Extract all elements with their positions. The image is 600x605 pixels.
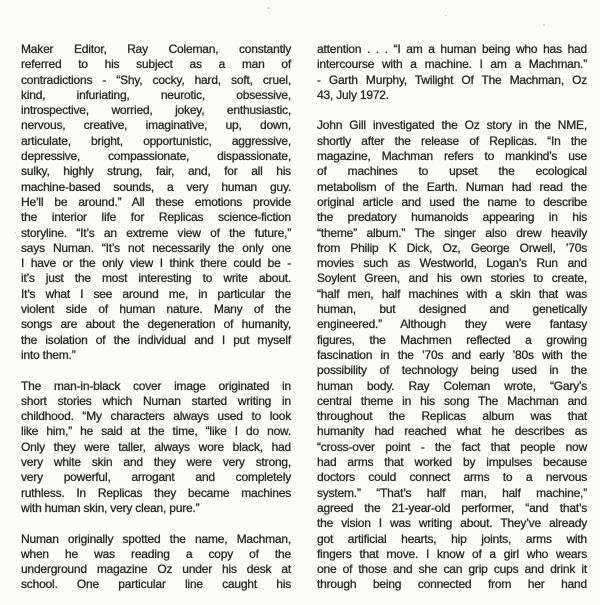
text-line: underground magazine Oz under his desk at: [21, 562, 291, 577]
text-line: original article and used the name to describe: [317, 194, 587, 209]
text-line: I have or the only view I think there could be -: [21, 256, 291, 271]
text-line: fascination in the ’70s and early ’80s with the: [317, 347, 587, 362]
paragraph: [317, 118, 587, 592]
text-line: human body. Ray Coleman wrote, “Gary’s: [317, 378, 587, 393]
text-line: 43, July 1972.: [317, 87, 389, 102]
text-line: system.” “That’s half man, half machine,”: [317, 485, 587, 500]
text-line: one of those and she can grip cups and drink it: [317, 562, 587, 577]
text-line: metabolism of the Earth. Numan had read the: [317, 179, 587, 194]
text-line: kind, infuriating, neurotic, obsessive,: [21, 87, 291, 102]
text-line: machine-based sounds, a very human guy.: [21, 179, 291, 194]
paragraph: [21, 532, 291, 593]
text-line: The man-in-black cover image originated in: [21, 378, 291, 393]
text-line: Soylent Green, and his own stories to create,: [317, 271, 587, 286]
text-line: introspective, worried, jokey, enthusiastic,: [21, 103, 291, 118]
text-line: the interior life for Replicas science-fiction: [21, 210, 291, 225]
paragraph: [21, 379, 291, 517]
text-line: nervous, creative, imaginative, up, down,: [21, 118, 291, 133]
text-line: got artificial hearts, hip joints, arms with: [317, 531, 587, 546]
text-line: shortly after the release of Replicas. “In the: [317, 133, 587, 148]
text-line: through being connected from her hand: [317, 577, 587, 592]
text-line: from Philip K Dick, Oz, George Orwell, ’70s: [317, 240, 587, 255]
text-line: magazine, Machman refers to mankind’s use: [317, 149, 587, 164]
text-line: central theme in his song The Machman and: [317, 393, 587, 408]
text-line: with human skin, very clean, pure.”: [21, 500, 200, 515]
text-line: “theme” album.” The singer also drew heavily: [317, 225, 587, 240]
text-line: It’s what I see around me, in particular the: [21, 286, 291, 301]
text-line: intercourse with a machine. I am a Machman.”: [317, 57, 587, 72]
text-line: agreed the 21-year-old performer, “and that’s: [317, 500, 587, 515]
text-line: Maker Editor, Ray Coleman, constantly: [21, 42, 291, 56]
text-line: depressive, compassionate, dispassionate,: [21, 149, 291, 164]
scan-speck: [543, 24, 545, 26]
text-line: violent side of human nature. Many of the: [21, 302, 291, 317]
text-line: “half men, half machines with a skin that was: [317, 286, 587, 301]
text-line: throughout the Replicas album was that: [317, 409, 587, 424]
text-line: the isolation of the individual and I put myself: [21, 332, 291, 347]
text-column-right: [317, 42, 587, 593]
text-line: humanity had reached what he describes as: [317, 424, 587, 439]
text-line: childhood. “My characters always used to look: [21, 409, 291, 424]
text-line: possibility of technology being used in the: [317, 363, 587, 378]
text-line: short stories which Numan started writing in: [21, 393, 291, 408]
text-line: had arms that worked by impulses because: [317, 455, 587, 470]
paragraph: [317, 42, 587, 103]
text-line: - Garth Murphy, Twilight Of The Machman, Oz: [317, 72, 587, 87]
text-line: like him,” he said at the time, “like I do now.: [21, 424, 291, 439]
text-line: Only they were taller, always wore black, had: [21, 439, 291, 454]
scan-speck: [445, 15, 447, 16]
text-line: He’ll be around.” All these emotions provide: [21, 194, 291, 209]
text-line: school. One particular line caught his: [21, 577, 291, 592]
scan-speck: [14, 232, 16, 234]
text-line: fingers that move. I know of a girl who wears: [317, 546, 587, 561]
text-line: says Numan. “It’s not necessarily the only one: [21, 240, 291, 255]
text-line: human, but designed and genetically: [317, 302, 587, 317]
scan-speck: [267, 7, 270, 9]
text-line: of machines to upset the ecological: [317, 164, 587, 179]
text-line: referred to his subject as a man of: [21, 57, 291, 72]
text-line: contradictions - “Shy, cocky, hard, soft, cruel,: [21, 72, 291, 87]
text-line: it’s just the most interesting to write about.: [21, 271, 291, 286]
text-column-left: [21, 42, 291, 593]
text-line: ruthless. In Replicas they became machines: [21, 485, 291, 500]
text-line: articulate, bright, opportunistic, aggressive,: [21, 133, 291, 148]
text-line: songs are about the degeneration of humanity,: [21, 317, 291, 332]
text-line: doctors could connect arms to a nervous: [317, 470, 587, 485]
text-line: “cross-over point - the fact that people now: [317, 439, 587, 454]
text-line: sulky, highly strung, fair, and, for all his: [21, 164, 291, 179]
text-line: when he was reading a copy of the: [21, 546, 291, 561]
text-line: movies such as Westworld, Logan’s Run and: [317, 256, 587, 271]
text-line: engineered.” Although they were fantasy: [317, 317, 587, 332]
text-line: storyline. “It’s an extreme view of the future,”: [21, 225, 291, 240]
text-line: figures, the Machmen reflected a growing: [317, 332, 587, 347]
text-line: very powerful, arrogant and completely: [21, 470, 291, 485]
text-line: attention . . . “I am a human being who has had: [317, 42, 587, 56]
text-line: into them.”: [21, 347, 76, 362]
text-line: very white skin and they were very strong,: [21, 455, 291, 470]
text-line: Numan originally spotted the name, Machman,: [21, 531, 291, 546]
text-line: the predatory humanoids appearing in his: [317, 210, 587, 225]
text-line: John Gill investigated the Oz story in the NME,: [317, 118, 587, 133]
text-line: the vision I was writing about. They’ve already: [317, 516, 587, 531]
paragraph: [21, 42, 291, 363]
